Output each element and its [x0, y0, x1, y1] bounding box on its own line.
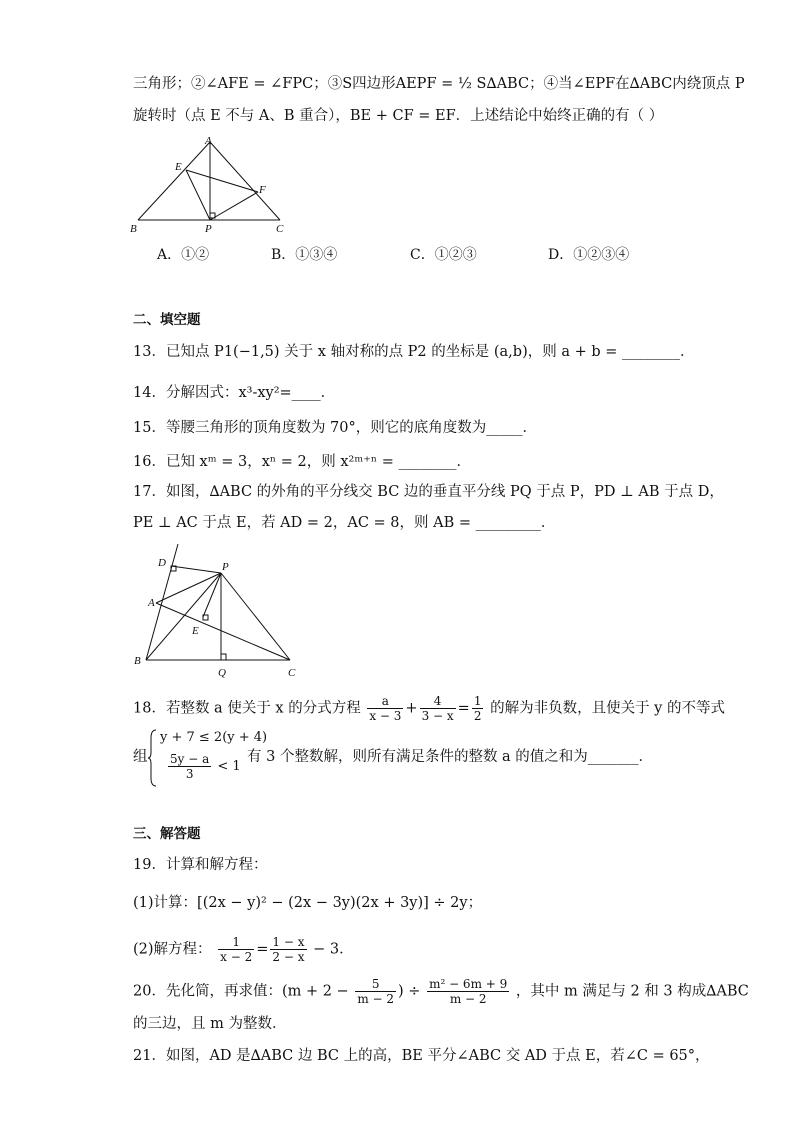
brace-icon — [148, 728, 158, 788]
q19-part2 — [133, 935, 354, 964]
q19-f1-den: x − 2 — [220, 950, 253, 964]
label-q: Q — [218, 667, 226, 679]
sys-frac-num: 5y − a — [170, 752, 210, 766]
q20-f2-num: m² − 6m + 9 — [429, 977, 508, 991]
q20-f1-num: 5 — [355, 977, 396, 992]
q20-frac1 — [355, 977, 396, 1006]
edge-ef — [186, 170, 258, 192]
q20-f2-den: m − 2 — [449, 992, 487, 1006]
q19-tail: − 3． — [313, 941, 354, 958]
seg-pb — [146, 573, 221, 660]
q20-tail: ，其中 m 满足与 2 和 3 构成∆ABC — [515, 983, 749, 1000]
label-b: B — [130, 223, 137, 234]
q19-frac1 — [218, 935, 254, 964]
q19-f2-den: 2 − x — [272, 950, 305, 964]
option-d: D．①②③④ — [548, 247, 630, 263]
section2-title: 二、填空题 — [133, 312, 201, 328]
label-e: E — [175, 161, 182, 173]
sys-frac — [168, 752, 211, 781]
q20-line2: 的三边，且 m 为整数． — [133, 1016, 287, 1032]
q16: 16．已知 xᵐ = 3，xⁿ = 2，则 x²ᵐ⁺ⁿ = ________． — [133, 454, 472, 470]
frac2-den: 3 − x — [421, 709, 454, 723]
q19-part1: (1)计算：[(2x − y)² − (2x − 3y)(2x + 3y)] ÷ 2y； — [133, 895, 483, 911]
label-c: C — [276, 223, 284, 234]
label-a: A — [148, 597, 155, 609]
q19-f1-num: 1 — [218, 935, 254, 950]
label-f: F — [259, 184, 266, 196]
frac1-den: x − 3 — [369, 709, 402, 723]
q15: 15．等腰三角形的顶角度数为 70°，则它的底角度数为_____． — [133, 420, 538, 436]
option-a: A．①② — [157, 247, 210, 263]
q18-text-b: 的解为非负数，且使关于 y 的不等式 — [490, 700, 725, 717]
seg-pc — [221, 573, 290, 660]
q19-f2-num: 1 − x — [272, 935, 305, 949]
edge-ac — [156, 603, 290, 660]
q20-mid: ) ÷ — [398, 983, 421, 1000]
q12-triangle-figure — [128, 134, 298, 234]
label-p: P — [222, 561, 229, 573]
frac1-num: a — [367, 694, 403, 709]
option-b: B．①③④ — [271, 247, 338, 263]
label-d: D — [158, 557, 166, 569]
q18-prefix: 组 — [133, 749, 148, 765]
q19-eq: = — [256, 941, 269, 958]
sys-lt: < 1 — [217, 759, 241, 774]
q19-frac2 — [270, 935, 306, 964]
q20-line1 — [133, 977, 749, 1006]
q18-sys-line1: y + 7 ≤ 2(y + 4) — [160, 730, 268, 745]
q20-frac2 — [427, 977, 509, 1006]
q20-prefix: 20．先化简，再求值：(m + 2 − — [133, 983, 349, 1000]
frac3-num: 1 — [473, 694, 482, 708]
q18-sys-line2 — [166, 752, 241, 781]
right-angle-q — [221, 654, 226, 660]
q20-f1-den: m − 2 — [357, 992, 395, 1006]
option-c: C．①②③ — [410, 247, 477, 263]
section3-title: 三、解答题 — [133, 826, 201, 842]
edge-ep — [186, 170, 210, 220]
q18-line2: 有 3 个整数解，则所有满足条件的整数 a 的值之和为_______． — [247, 749, 654, 765]
edge-ba — [138, 142, 210, 220]
q19-title: 19．计算和解方程： — [133, 857, 268, 873]
q12-line2: 旋转时（点 E 不与 A、B 重合），BE + CF = EF．上述结论中始终正确的有（ ） — [133, 108, 664, 124]
label-p: P — [205, 223, 212, 234]
sys-frac-den: 3 — [185, 767, 194, 781]
q18-frac2 — [420, 694, 456, 723]
frac2-num: 4 — [420, 694, 456, 709]
edge-pf — [210, 192, 258, 220]
label-a: A — [205, 135, 212, 147]
label-e: E — [192, 625, 199, 637]
q17-line2: PE ⊥ AC 于点 E，若 AD = 2，AC = 8，则 AB = _________． — [133, 515, 556, 531]
q18-text-a: 18．若整数 a 使关于 x 的分式方程 — [133, 700, 361, 717]
q12-line1: 三角形；②∠AFE = ∠FPC；③S四边形AEPF = ½ S∆ABC；④当∠EPF在∆ABC内绕顶点 P — [133, 76, 745, 92]
label-c: C — [288, 667, 296, 679]
q18-frac3 — [472, 694, 484, 723]
q13: 13．已知点 P1(−1,5) 关于 x 轴对称的点 P2 的坐标是 (a,b)，则 a + b = ________． — [133, 344, 695, 360]
frac3-den: 2 — [473, 709, 482, 723]
label-b: B — [134, 655, 141, 667]
q17-figure — [128, 542, 308, 682]
plus-sign: + — [405, 700, 418, 717]
seg-dp — [171, 566, 221, 573]
q18-frac1 — [367, 694, 403, 723]
q21: 21．如图，AD 是∆ABC 边 BC 上的高，BE 平分∠ABC 交 AD 于点 E，若∠C = 65°， — [133, 1048, 710, 1064]
q18-line1 — [133, 694, 725, 723]
q19-part2-prefix: (2)解方程： — [133, 941, 212, 958]
q17-line1: 17．如图，∆ABC 的外角的平分线交 BC 边的垂直平分线 PQ 于点 P，PD ⊥ AB 于点 D， — [133, 484, 724, 500]
equals-sign: = — [457, 700, 470, 717]
q14: 14．分解因式：x³-xy²=____． — [133, 385, 336, 401]
